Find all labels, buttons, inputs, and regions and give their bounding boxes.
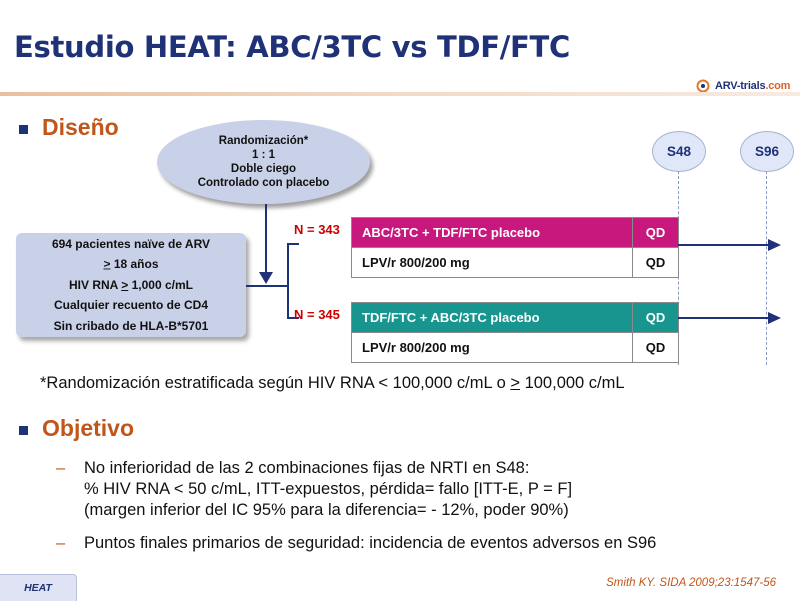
arm2-lpv: LPV/r 800/200 mg [362,340,470,355]
arm1-regimen: ABC/3TC + TDF/FTC placebo [362,225,541,240]
randomization-line: 1 : 1 [251,149,275,161]
bullet-square-icon [19,426,28,435]
stratification-footnote: *Randomización estratificada según HIV RNA < 100,000 c/mL o > 100,000 c/mL [40,374,625,392]
dash-marker: – [56,459,66,477]
objective-item-1: – No inferioridad de las 2 combinaciones fijas de NRTI en S48: % HIV RNA < 50 c/mL, ITT-expuestos, pérdida= fallo [ITT-E, P = F] (margen inferior del IC 95% para la diferencia= - 12%, poder 90%) [56,459,573,519]
arm2-lpv-row [352,332,678,362]
arm1-n-label: N = 343 [294,222,340,237]
criteria-line: Sin cribado de HLA-B*5701 [53,318,209,333]
design-heading: Diseño [42,114,119,140]
arm2-table [351,302,679,363]
arm2-arrow-icon [678,311,782,325]
arm2-regimen: TDF/FTC + ABC/3TC placebo [362,310,540,325]
randomization-ellipse [157,120,370,204]
arm1-header-row [352,218,678,247]
arm1-lpv-row [352,247,678,277]
arm2-n-label: N = 345 [294,307,340,322]
title-divider [0,92,800,96]
patient-criteria-box [16,233,246,337]
connector-line [246,285,288,287]
arm1-dose: QD [632,218,678,247]
criteria-line: HIV RNA > 1,000 c/mL [69,277,193,292]
citation: Smith KY. SIDA 2009;23:1547-56 [606,577,776,589]
branch-line [287,243,289,319]
logo-text: ARV-trials.com [715,80,791,92]
down-arrow-icon [259,272,273,284]
branch-line [287,243,299,245]
randomization-line: Randomización* [218,135,309,147]
arm2-lpv-dose: QD [632,333,678,362]
randomization-line: Doble ciego [230,163,297,175]
criteria-line: Cualquier recuento de CD4 [53,298,209,313]
arm1-lpv-dose: QD [632,248,678,277]
logo-swoosh-icon [694,79,712,93]
dash-marker: – [56,534,66,552]
arm1-table [351,217,679,278]
arm2-header-row [352,303,678,332]
arv-trials-logo [694,79,790,93]
bullet-square-icon [19,125,28,134]
criteria-line: 694 pacientes naïve de ARV [51,236,211,251]
randomization-line: Controlado con placebo [197,177,330,189]
week-dashed-line [766,171,767,365]
arm1-arrow-icon [678,238,782,252]
slide-title: Estudio HEAT: ABC/3TC vs TDF/FTC [14,30,571,64]
study-tab: HEAT [0,574,77,601]
objective-item-2: – Puntos finales primarios de seguridad: incidencia de eventos adversos en S96 [56,534,657,552]
week-marker-s48: S48 [652,131,706,172]
objective-heading: Objetivo [42,415,135,441]
arrow-line [265,204,267,277]
criteria-line: > 18 años [103,257,159,272]
arm1-lpv: LPV/r 800/200 mg [362,255,470,270]
week-marker-s96: S96 [740,131,794,172]
arm2-dose: QD [632,303,678,332]
